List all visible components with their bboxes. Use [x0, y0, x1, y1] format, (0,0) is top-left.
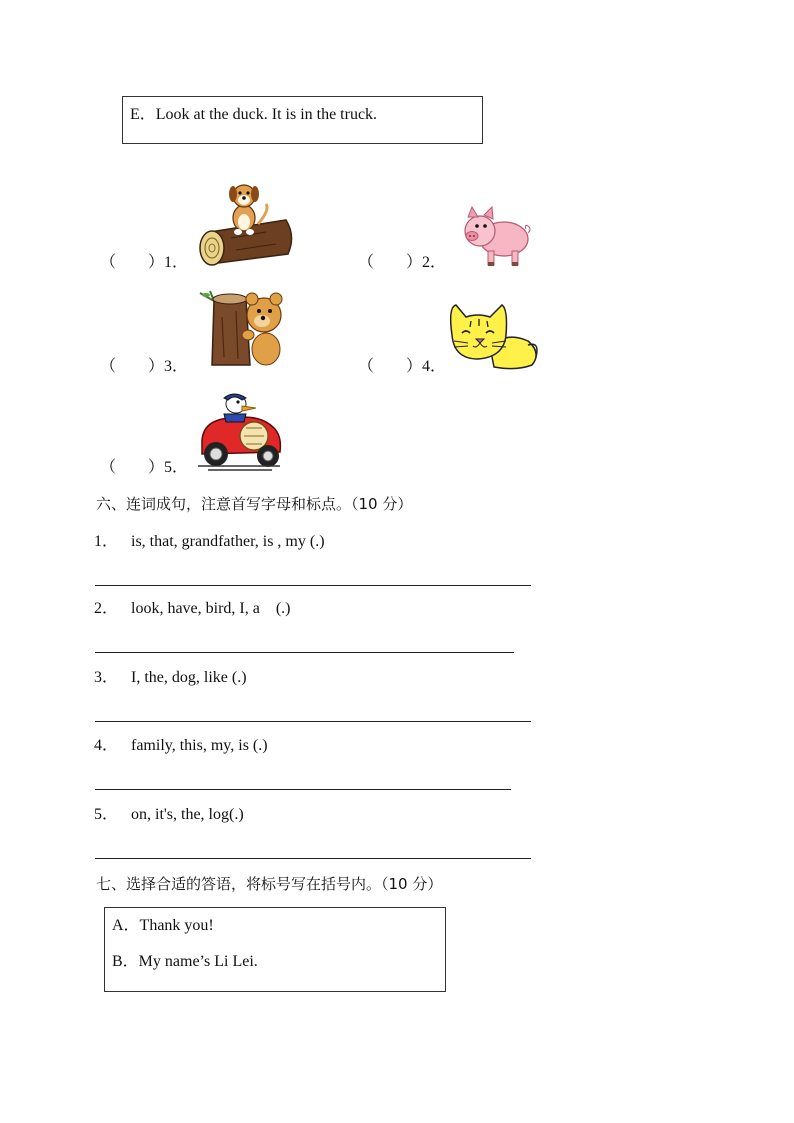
section6-item-5 — [94, 805, 244, 825]
item-number: 4． — [94, 737, 119, 754]
section6-item-3 — [94, 668, 247, 688]
item-number: 2． — [94, 600, 119, 617]
picture-question-4 — [358, 357, 446, 377]
answer-line-4[interactable] — [95, 789, 511, 790]
section6-item-4 — [94, 736, 268, 756]
answer-line-5[interactable] — [95, 858, 531, 859]
option-a-text: A．Thank you! — [112, 917, 214, 934]
scrambled-words: on, it's, the, log(.) — [131, 806, 244, 823]
scrambled-words: I, the, dog, like (.) — [131, 669, 247, 686]
answer-line-2[interactable] — [95, 652, 514, 653]
section6-item-2 — [94, 599, 291, 619]
duck-in-car-picture — [194, 388, 284, 474]
option-b-text: B．My name’s Li Lei. — [112, 953, 258, 970]
section6-heading: 六、连词成句，注意首写字母和标点。（10 分） — [96, 495, 413, 513]
scrambled-words: is, that, grandfather, is , my (.) — [131, 533, 325, 550]
pig-picture — [460, 203, 532, 269]
question-number: 3． — [164, 358, 189, 375]
answer-line-1[interactable] — [95, 585, 531, 586]
section7-heading: 七、选择合适的答语，将标号写在括号内。（10 分） — [96, 875, 443, 893]
picture-question-3 — [100, 357, 188, 377]
scrambled-words: look, have, bird, I, a (.) — [131, 600, 291, 617]
answer-line-3[interactable] — [95, 721, 531, 722]
answer-paren[interactable]: （ ） — [358, 254, 423, 271]
question-number: 1． — [164, 254, 189, 271]
bear-behind-tree-picture — [196, 287, 290, 369]
answer-paren[interactable]: （ ） — [100, 358, 165, 375]
answer-paren[interactable]: （ ） — [100, 254, 165, 271]
item-number: 3． — [94, 669, 119, 686]
picture-question-2 — [358, 253, 446, 273]
picture-question-5 — [100, 458, 188, 478]
item-number: 1． — [94, 533, 119, 550]
answer-paren[interactable]: （ ） — [100, 459, 165, 476]
picture-question-1 — [100, 253, 188, 273]
question-number: 4． — [422, 358, 447, 375]
cat-picture — [446, 301, 542, 373]
dog-on-log-picture — [196, 180, 298, 270]
scrambled-words: family, this, my, is (.) — [131, 737, 268, 754]
option-e-text: E．Look at the duck. It is in the truck. — [130, 106, 378, 123]
question-number: 5． — [164, 459, 189, 476]
section6-item-1 — [94, 532, 325, 552]
question-number: 2． — [422, 254, 447, 271]
item-number: 5． — [94, 806, 119, 823]
answer-paren[interactable]: （ ） — [358, 358, 423, 375]
